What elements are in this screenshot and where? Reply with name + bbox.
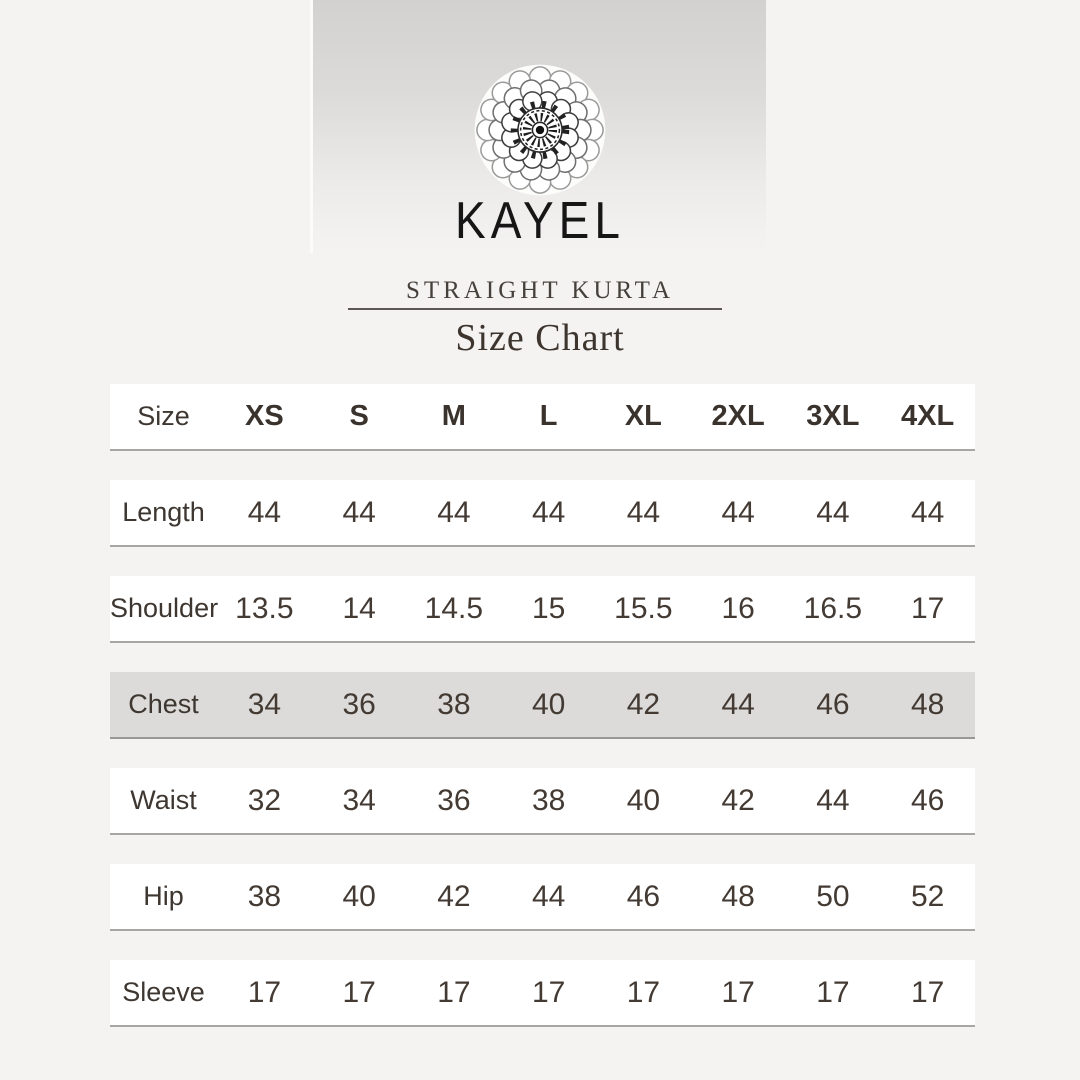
cell: 52 bbox=[910, 879, 945, 913]
cell: 17 bbox=[910, 591, 945, 625]
size-col-m: M bbox=[441, 400, 466, 432]
product-name: STRAIGHT KURTA bbox=[405, 277, 674, 304]
cell: 42 bbox=[721, 783, 755, 817]
row-label: Length bbox=[122, 497, 205, 527]
cell: 48 bbox=[721, 879, 755, 913]
cell: 40 bbox=[531, 687, 566, 721]
cell: 50 bbox=[816, 879, 850, 913]
cell: 36 bbox=[342, 687, 376, 721]
cell: 44 bbox=[816, 783, 850, 817]
table-row-shoulder bbox=[110, 576, 975, 643]
cell: 46 bbox=[816, 687, 850, 721]
cell: 40 bbox=[342, 879, 376, 913]
brand-hero-panel bbox=[310, 0, 766, 253]
cell: 44 bbox=[626, 495, 661, 529]
cell: 17 bbox=[437, 975, 471, 1009]
cell: 17 bbox=[626, 975, 661, 1009]
cell: 46 bbox=[626, 879, 661, 913]
cell: 17 bbox=[342, 975, 376, 1009]
cell: 44 bbox=[437, 495, 471, 529]
cell: 17 bbox=[247, 975, 282, 1009]
cell: 17 bbox=[816, 975, 850, 1009]
cell: 34 bbox=[342, 783, 376, 817]
size-col-2xl: 2XL bbox=[711, 400, 765, 432]
row-label: Waist bbox=[130, 785, 197, 815]
cell: 13.5 bbox=[235, 591, 294, 625]
cell: 16.5 bbox=[803, 591, 863, 625]
size-chart-table bbox=[110, 384, 975, 1056]
cell: 44 bbox=[342, 495, 376, 529]
cell: 42 bbox=[437, 879, 471, 913]
size-col-s: S bbox=[349, 400, 369, 432]
table-row-length bbox=[110, 480, 975, 547]
mandala-flower-logo bbox=[464, 54, 616, 206]
cell: 44 bbox=[721, 495, 755, 529]
cell: 16 bbox=[721, 591, 755, 625]
cell: 17 bbox=[721, 975, 755, 1009]
cell: 38 bbox=[531, 783, 566, 817]
cell: 38 bbox=[247, 879, 282, 913]
cell: 17 bbox=[910, 975, 945, 1009]
cell: 17 bbox=[531, 975, 566, 1009]
table-row-sleeve bbox=[110, 960, 975, 1027]
divider-rule bbox=[348, 308, 722, 310]
cell: 14.5 bbox=[424, 591, 484, 625]
cell: 44 bbox=[531, 879, 566, 913]
cell: 32 bbox=[247, 783, 282, 817]
brand-name bbox=[430, 190, 650, 252]
cell: 36 bbox=[437, 783, 471, 817]
table-row-hip bbox=[110, 864, 975, 931]
cell: 14 bbox=[342, 591, 376, 625]
size-col-xl: XL bbox=[624, 400, 662, 432]
size-col-l: L bbox=[539, 400, 558, 432]
page-title: Size Chart bbox=[455, 317, 625, 359]
size-col-3xl: 3XL bbox=[806, 400, 860, 432]
cell: 44 bbox=[721, 687, 755, 721]
row-label: Chest bbox=[128, 689, 199, 719]
cell: 38 bbox=[437, 687, 471, 721]
cell: 44 bbox=[910, 495, 945, 529]
cell: 15.5 bbox=[614, 591, 673, 625]
cell: 15 bbox=[531, 591, 566, 625]
cell: 44 bbox=[247, 495, 282, 529]
table-row-chest bbox=[110, 672, 975, 739]
cell: 44 bbox=[816, 495, 850, 529]
table-row-waist bbox=[110, 768, 975, 835]
table-header-row bbox=[110, 384, 975, 451]
cell: 46 bbox=[910, 783, 945, 817]
brand-name-text: KAYEL bbox=[454, 192, 625, 250]
header-corner-label: Size bbox=[137, 401, 190, 431]
cell: 40 bbox=[626, 783, 661, 817]
size-col-xs: XS bbox=[245, 400, 284, 432]
row-label: Hip bbox=[143, 881, 184, 911]
cell: 44 bbox=[531, 495, 566, 529]
cell: 34 bbox=[247, 687, 282, 721]
cell: 48 bbox=[910, 687, 945, 721]
row-label: Sleeve bbox=[122, 977, 205, 1007]
row-label: Shoulder bbox=[110, 593, 219, 623]
size-col-4xl: 4XL bbox=[901, 400, 955, 432]
cell: 42 bbox=[626, 687, 661, 721]
